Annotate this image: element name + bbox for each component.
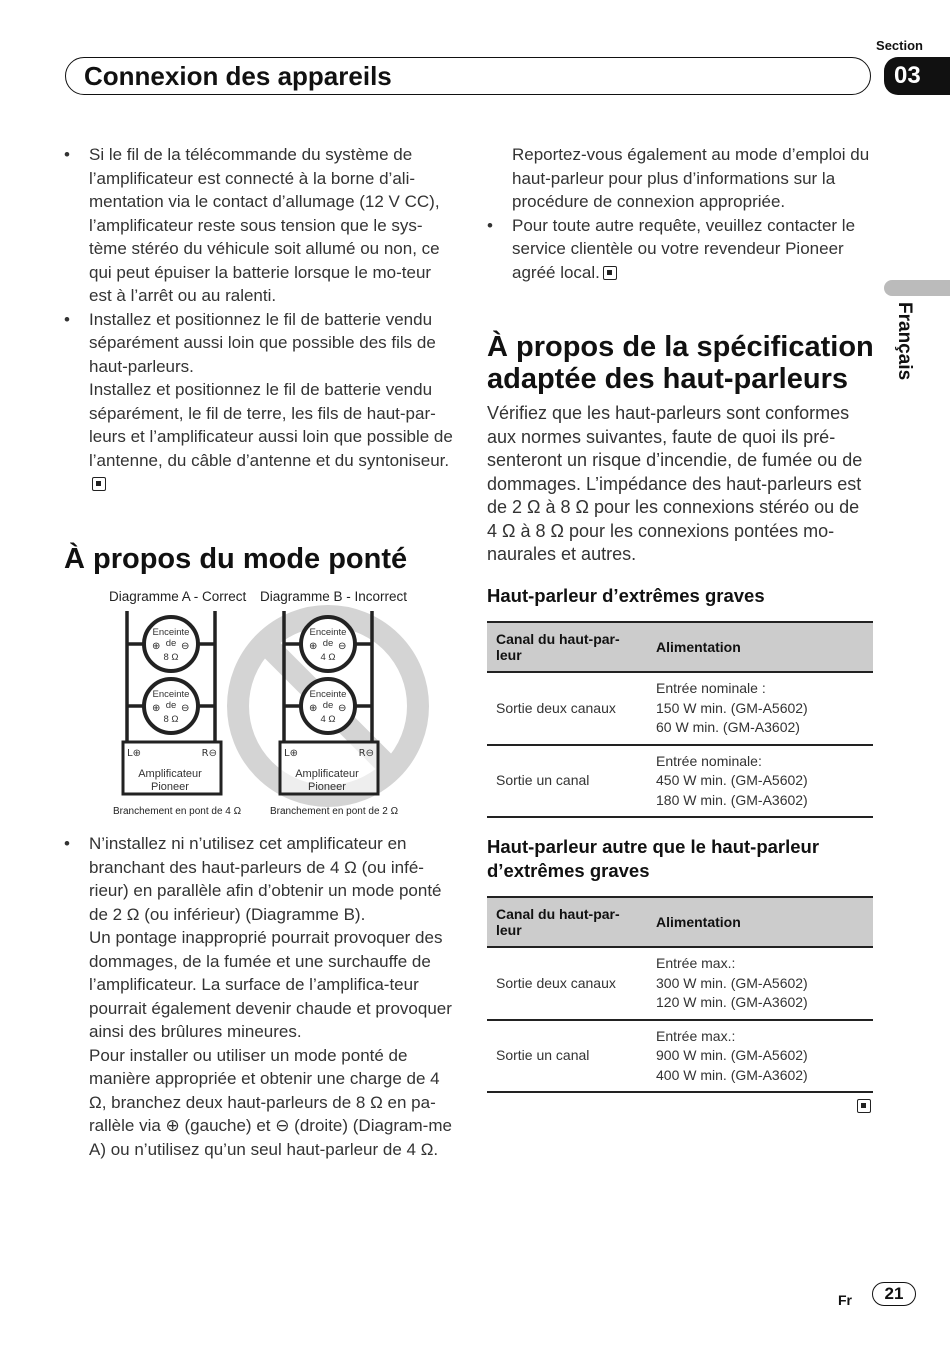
svg-text:Pioneer: Pioneer — [151, 781, 189, 793]
svg-text:R⊖: R⊖ — [201, 748, 217, 759]
table-header-power: Alimentation — [647, 622, 873, 672]
svg-text:⊕: ⊕ — [309, 703, 318, 714]
svg-text:4 Ω: 4 Ω — [320, 714, 336, 725]
end-mark-icon — [603, 266, 617, 280]
amplifier-b — [280, 742, 378, 794]
svg-text:de: de — [322, 638, 334, 649]
intro-continuation: Reportez-vous également au mode d’emploi du haut-parleur pour plus d’informations sur la procédure de connexion appropriée. — [512, 145, 870, 211]
svg-text:⊖: ⊖ — [181, 641, 190, 652]
svg-text:Enceinte: Enceinte — [152, 627, 190, 638]
svg-text:Enceinte: Enceinte — [309, 689, 347, 700]
end-mark-icon — [857, 1099, 871, 1113]
svg-text:L⊕: L⊕ — [127, 748, 141, 759]
subheading-subwoofer: Haut-parleur d’extrêmes graves — [487, 585, 765, 606]
table-header-channel: Canal du haut-par-leur — [487, 622, 647, 672]
subheading-other-speaker: Haut-parleur autre que le haut-parleur d’extrêmes graves — [487, 836, 820, 881]
other-speaker-spec-table — [487, 896, 873, 1093]
svg-text:⊕: ⊕ — [309, 641, 318, 652]
bullet-bridged-warning: • N’installez ni n’utilisez cet amplificateur en branchant des haut-parleurs de 4 Ω (ou infé-rieur) en parallèle afin d’obtenir un mode ponté de 2 Ω (ou inférieur) (Diagramme B). — [64, 832, 456, 926]
language-tab-marker — [884, 280, 950, 296]
bridged-warning-cont1: Un pontage inapproprié pourrait provoquer des dommages, de la fumée et une surchauffe de l’amplificateur. La surface de l’amplifica-teur pourrait également devenir chaude et provoquer ainsi des brûlures mineures. — [89, 928, 452, 1041]
svg-text:⊕: ⊕ — [152, 703, 161, 714]
svg-text:⊕: ⊕ — [152, 641, 161, 652]
svg-text:⊖: ⊖ — [181, 703, 190, 714]
bullet-remote-wire: • Si le fil de la télécommande du système de l’amplificateur est connecté à la borne d’ali-mentation via le contact d’allumage (12 V CC), l’amplificateur reste sous tension que le sys-tème stéréo du véhicule soit allumé ou non, ce qui peut épuiser la batterie lorsque le mo-teur est à l’arrêt ou au ralenti. — [64, 143, 456, 308]
svg-text:⊖: ⊖ — [338, 703, 347, 714]
page-number: 21 — [872, 1282, 916, 1306]
speaker-spec-paragraph: Vérifiez que les haut-parleurs sont conformes aux normes suivantes, faute de quoi ils pré-senteront un risque d’incendie, de fumée ou de dommages. L’impédance des haut-parleurs est de 2 Ω à 8 Ω pour les connexions stéréo ou de 4 Ω à 8 Ω pour les connexions pontées mo-naurales et autres. — [487, 403, 863, 564]
diagram-b-title: Diagramme B - Incorrect — [260, 589, 408, 604]
table-row: Sortie deux canaux Entrée nominale : 150 W min. (GM-A5602) 60 W min. (GM-A3602) — [487, 672, 873, 745]
section-label: Section — [876, 38, 923, 53]
table-row: Sortie un canal Entrée max.: 900 W min. (GM-A5602) 400 W min. (GM-A3602) — [487, 1020, 873, 1093]
speaker-b-bottom — [301, 679, 355, 733]
svg-text:de: de — [322, 700, 334, 711]
svg-text:de: de — [165, 700, 177, 711]
svg-text:8 Ω: 8 Ω — [163, 714, 179, 725]
language-label: Français — [894, 302, 915, 381]
svg-text:L⊕: L⊕ — [284, 748, 298, 759]
right-column-top — [487, 143, 872, 284]
svg-text:8 Ω: 8 Ω — [163, 652, 179, 663]
svg-text:Amplificateur: Amplificateur — [138, 768, 202, 780]
svg-text:Enceinte: Enceinte — [152, 689, 190, 700]
heading-bridged-mode: À propos du mode ponté — [64, 543, 408, 575]
left-column-top — [64, 143, 456, 496]
diagram-b-caption: Branchement en pont de 2 Ω — [270, 806, 399, 817]
table-header-channel: Canal du haut-par-leur — [487, 897, 647, 947]
svg-text:⊖: ⊖ — [338, 641, 347, 652]
diagram-a-caption: Branchement en pont de 4 Ω — [113, 806, 242, 817]
svg-text:Amplificateur: Amplificateur — [295, 768, 359, 780]
table-row: Sortie un canal Entrée nominale: 450 W min. (GM-A5602) 180 W min. (GM-A3602) — [487, 745, 873, 818]
bullet-contact-service: • Pour toute autre requête, veuillez contacter le service clientèle ou votre revendeur Pioneer agréé local. — [487, 214, 872, 285]
heading-speaker-spec: À propos de la spécification adaptée des haut-parleurs — [487, 331, 874, 395]
bridged-mode-diagrams — [105, 584, 450, 819]
speaker-a-bottom — [144, 679, 198, 733]
svg-text:de: de — [165, 638, 177, 649]
table-header-power: Alimentation — [647, 897, 873, 947]
svg-text:4 Ω: 4 Ω — [320, 652, 336, 663]
page-title: Connexion des appareils — [65, 57, 871, 95]
end-mark-icon — [92, 477, 106, 491]
bullet-battery-wire: • Installez et positionnez le fil de batterie vendu séparément aussi loin que possible des fils de haut-parleurs. — [64, 308, 456, 379]
table-row: Sortie deux canaux Entrée max.: 300 W min. (GM-A5602) 120 W min. (GM-A3602) — [487, 947, 873, 1020]
speaker-b-top — [301, 617, 355, 671]
svg-text:Pioneer: Pioneer — [308, 781, 346, 793]
diagram-b — [238, 589, 418, 817]
speaker-a-top — [144, 617, 198, 671]
bridged-warning-cont2: Pour installer ou utiliser un mode ponté de manière appropriée et obtenir une charge de 4 Ω, branchez deux haut-parleurs de 8 Ω en pa-rallèle via ⊕ (gauche) et ⊖ (droite) (Diagram-me A) ou n’utilisez qu’un seul haut-parleur de 4 Ω. — [89, 1045, 452, 1159]
battery-wire-continuation: Installez et positionnez le fil de batterie vendu séparément, le fil de terre, les fils de haut-par-leurs et l’amplificateur aussi loin que possible de l’antenne, du câble d’antenne et du syntoniseur. — [64, 378, 456, 496]
diagram-a-title: Diagramme A - Correct — [109, 589, 247, 604]
footer-language-code: Fr — [838, 1292, 852, 1308]
subwoofer-spec-table — [487, 621, 873, 818]
amplifier-a — [123, 742, 221, 794]
svg-text:Enceinte: Enceinte — [309, 627, 347, 638]
section-number-badge: 03 — [884, 57, 950, 95]
left-column-bottom — [64, 832, 456, 1161]
svg-text:R⊖: R⊖ — [358, 748, 374, 759]
diagram-a — [109, 589, 247, 817]
